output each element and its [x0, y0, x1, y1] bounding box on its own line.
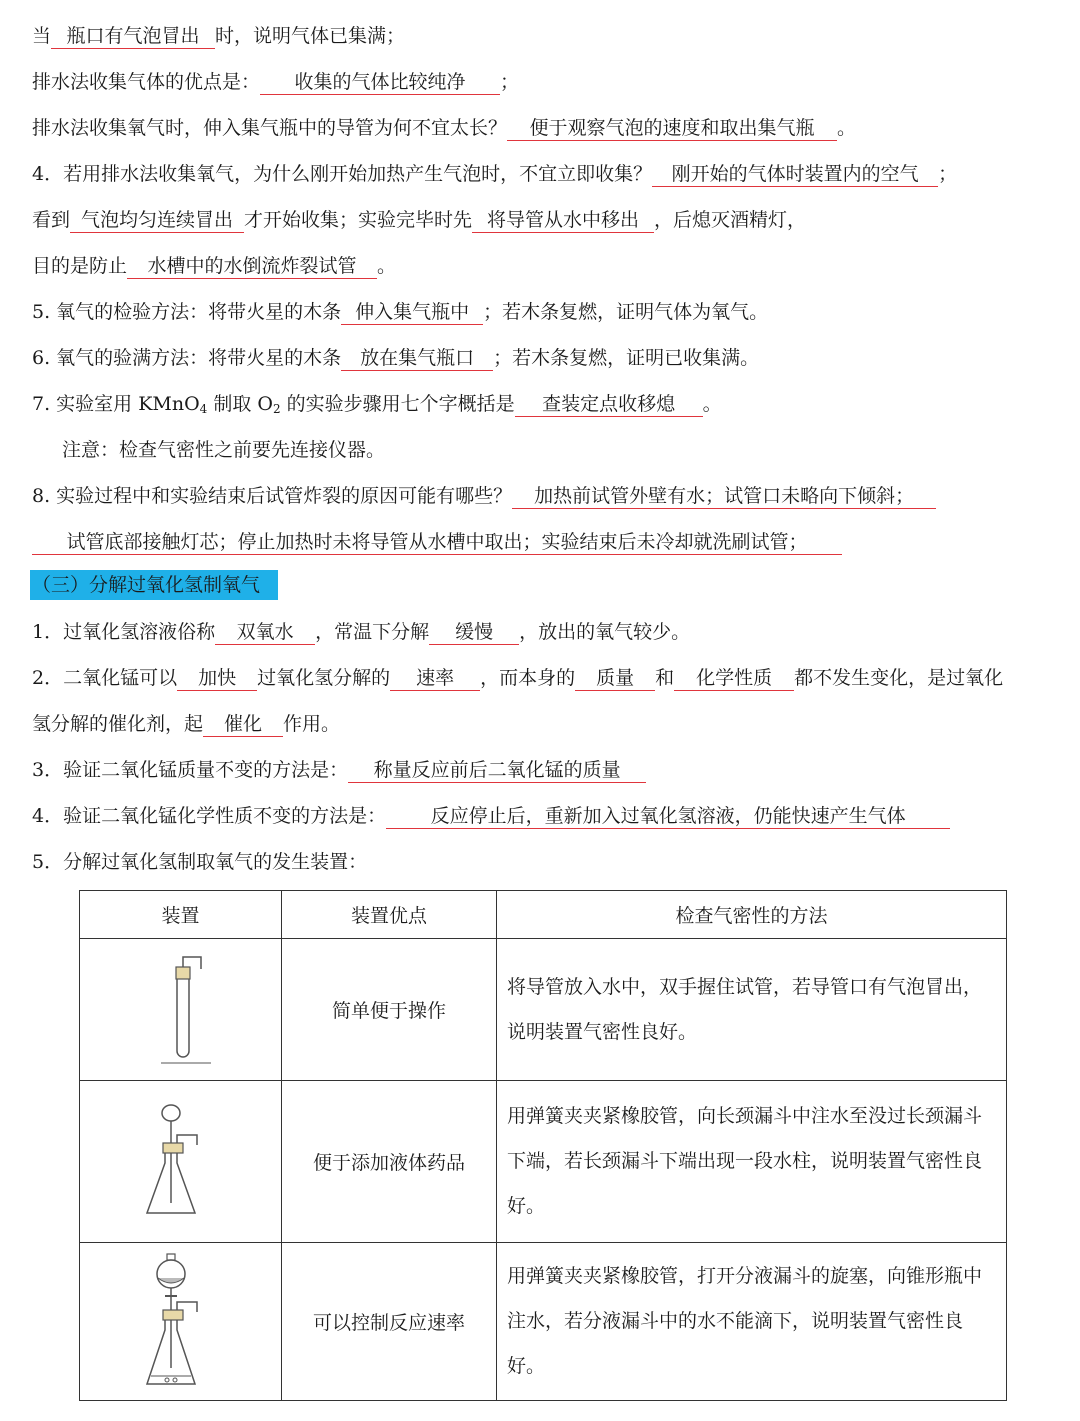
line-tube-length: 排水法收集氧气时，伸入集气瓶中的导管为何不宜太长？ 便于观察气泡的速度和取出集气瓶 。	[32, 117, 857, 139]
answer-blank: 气泡均匀连续冒出	[70, 208, 244, 233]
test-tube-apparatus-icon	[141, 955, 221, 1065]
line-h2o2-4: 4．验证二氧化锰化学性质不变的方法是： 反应停止后，重新加入过氧化氢溶液，仍能快速产生气体	[32, 802, 950, 830]
line-h2o2-2: 2．二氧化锰可以 加快 过氧化氢分解的 速率 ，而本身的 质量 和 化学性质 都不发生变化，是过氧化	[32, 667, 1004, 689]
answer-blank: 化学性质	[674, 666, 794, 691]
answer-blank: 速率	[390, 666, 480, 691]
answer-blank: 质量	[575, 666, 655, 691]
advantage-cell: 可以控制反应速率	[282, 1243, 497, 1401]
answer-blank: 伸入集气瓶中	[341, 300, 483, 325]
answer-blank: 收集的气体比较纯净	[260, 70, 500, 95]
line-h2o2-2-cont: 氢分解的催化剂，起 催化 作用。	[32, 713, 341, 735]
section-heading: （三）分解过氧化氢制氧气	[30, 570, 278, 600]
answer-blank: 双氧水	[215, 620, 315, 645]
line-h2o2-3: 3．验证二氧化锰质量不变的方法是： 称量反应前后二氧化锰的质量	[32, 756, 646, 784]
line-gas-full: 当 瓶口有气泡冒出 时，说明气体已集满；	[32, 25, 406, 47]
answer-blank: 加快	[177, 666, 257, 691]
line-h2o2-1: 1．过氧化氢溶液俗称 双氧水 ，常温下分解 缓慢 ，放出的氧气较少。	[32, 621, 691, 643]
line-water-method-advantage: 排水法收集气体的优点是： 收集的气体比较纯净 ；	[32, 71, 520, 93]
apparatus-table	[79, 890, 1007, 1401]
line-note: 注意：检查气密性之前要先连接仪器。	[62, 439, 386, 461]
answer-blank: 催化	[203, 712, 283, 737]
line-item-4: 4．若用排水法收集氧气，为什么刚开始加热产生气泡时，不宜立即收集？ 刚开始的气体时装置内的空气 ；	[32, 163, 958, 185]
header-airtightness-method: 检查气密性的方法	[497, 891, 1007, 939]
separatory-funnel-flask-icon	[141, 1252, 221, 1392]
line-h2o2-5: 5．分解过氧化氢制取氧气的发生装置：	[32, 851, 368, 873]
answer-blank: 缓慢	[429, 620, 519, 645]
line-item-7: 7. 实验室用 KMnO$_4$ 制取 $O_2$ 的实验步骤用七个字概括是 查装定点收移熄 。	[32, 393, 722, 416]
header-advantage: 装置优点	[282, 891, 497, 939]
method-cell: 用弹簧夹夹紧橡胶管，向长颈漏斗中注水至没过长颈漏斗下端，若长颈漏斗下端出现一段水柱，说明装置气密性良好。	[497, 1081, 1007, 1243]
header-apparatus: 装置	[80, 891, 282, 939]
answer-blank: 水槽中的水倒流炸裂试管	[127, 254, 377, 279]
answer-blank: 将导管从水中移出	[472, 208, 654, 233]
method-cell: 将导管放入水中，双手握住试管，若导管口有气泡冒出，说明装置气密性良好。	[497, 939, 1007, 1081]
answer-blank: 加热前试管外壁有水；试管口未略向下倾斜；	[512, 484, 936, 509]
answer-blank: 称量反应前后二氧化锰的质量	[348, 758, 646, 783]
table-row	[80, 1243, 1007, 1401]
line-item-8: 8. 实验过程中和实验结束后试管炸裂的原因可能有哪些？ 加热前试管外壁有水；试管口未略向下倾斜；	[32, 482, 936, 510]
line-item-4-purpose: 目的是防止 水槽中的水倒流炸裂试管 。	[32, 255, 397, 277]
line-item-4-cont: 看到 气泡均匀连续冒出 才开始收集；实验完毕时先 将导管从水中移出 ，后熄灭酒精灯，	[32, 209, 807, 231]
line-item-5: 5. 氧气的检验方法：将带火星的木条 伸入集气瓶中 ；若木条复燃，证明气体为氧气。	[32, 301, 769, 323]
answer-blank: 试管底部接触灯芯；停止加热时未将导管从水槽中取出；实验结束后未冷却就洗刷试管；	[32, 530, 842, 555]
advantage-cell: 便于添加液体药品	[282, 1081, 497, 1243]
answer-blank: 便于观察气泡的速度和取出集气瓶	[507, 116, 837, 141]
answer-blank: 瓶口有气泡冒出	[51, 24, 215, 49]
table-row	[80, 939, 1007, 1081]
answer-blank: 放在集气瓶口	[341, 346, 493, 371]
long-neck-funnel-flask-icon	[141, 1103, 221, 1221]
line-item-8-cont	[32, 528, 842, 556]
advantage-cell: 简单便于操作	[282, 939, 497, 1081]
method-cell: 用弹簧夹夹紧橡胶管，打开分液漏斗的旋塞，向锥形瓶中注水，若分液漏斗中的水不能滴下，说明装置气密性良好。	[497, 1243, 1007, 1401]
answer-blank: 刚开始的气体时装置内的空气	[652, 162, 938, 187]
answer-blank: 查装定点收移熄	[515, 392, 703, 417]
line-item-6: 6. 氧气的验满方法：将带火星的木条 放在集气瓶口 ；若木条复燃，证明已收集满。	[32, 347, 760, 369]
table-row	[80, 1081, 1007, 1243]
table-header-row	[80, 891, 1007, 939]
answer-blank: 反应停止后，重新加入过氧化氢溶液，仍能快速产生气体	[386, 804, 950, 829]
